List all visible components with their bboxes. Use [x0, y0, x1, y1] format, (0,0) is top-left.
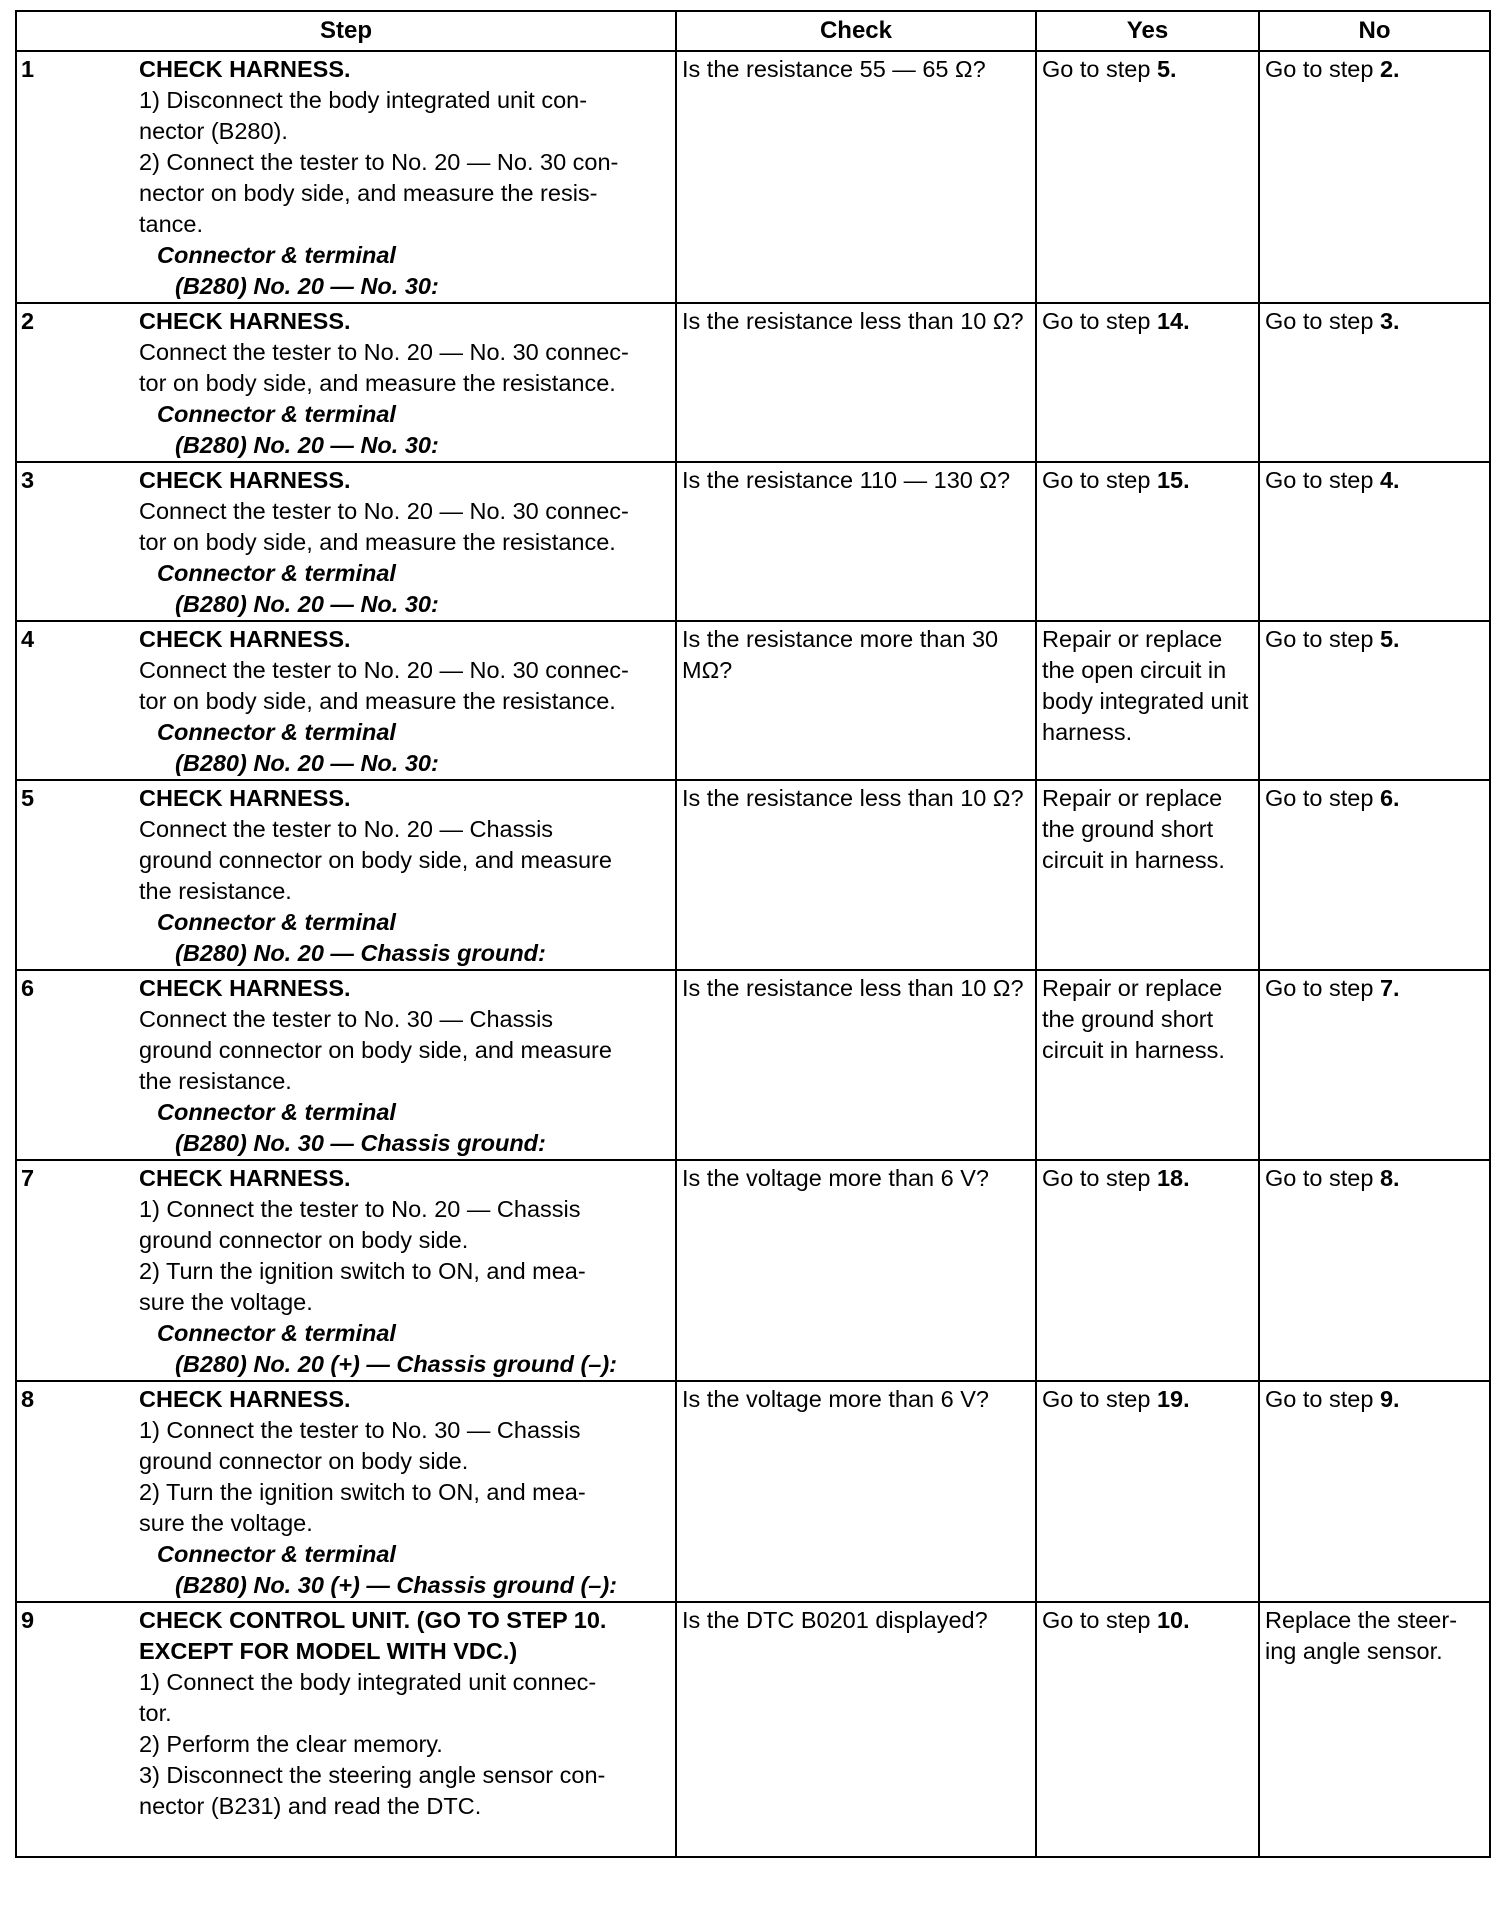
- yes-text: [1037, 304, 1258, 337]
- step-instruction-line: the resistance.: [139, 878, 292, 904]
- yes-cell: [1036, 1602, 1259, 1857]
- yes-action: Go to step: [1042, 467, 1157, 493]
- step-title: CHECK HARNESS.: [139, 975, 351, 1001]
- connector-terminal-value: (B280) No. 20 (+) — Chassis ground (–):: [175, 1351, 618, 1377]
- check-text: Is the resistance more than 30 MΩ?: [682, 626, 999, 683]
- check-text: Is the resistance less than 10 Ω?: [682, 975, 1024, 1001]
- step-instruction-line: 1) Connect the body integrated unit connec-: [139, 1669, 597, 1695]
- step-instruction-line: 1) Connect the tester to No. 30 — Chassis: [139, 1417, 581, 1443]
- no-cell: [1259, 1381, 1490, 1602]
- step-number: 7: [21, 1165, 35, 1191]
- step-title: CHECK HARNESS.: [139, 308, 351, 334]
- yes-action: Go to step: [1042, 1607, 1157, 1633]
- no-action: Go to step: [1265, 785, 1380, 811]
- step-instruction-line: tance.: [139, 211, 204, 237]
- connector-terminal-label: Connector & terminal: [157, 242, 396, 268]
- step-instruction-line: the resistance.: [139, 1068, 292, 1094]
- connector-terminal-value: (B280) No. 20 — No. 30:: [175, 432, 439, 458]
- step-title: CHECK HARNESS.: [139, 785, 351, 811]
- connector-terminal-value: (B280) No. 20 — Chassis ground:: [175, 940, 546, 966]
- check-text: Is the resistance less than 10 Ω?: [682, 308, 1024, 334]
- check-cell: [676, 621, 1036, 780]
- no-text: [1260, 52, 1489, 85]
- check-text: Is the DTC B0201 displayed?: [682, 1607, 988, 1633]
- step-cell-content: [17, 1603, 675, 1822]
- no-step-ref: 2.: [1379, 56, 1400, 82]
- step-instruction-line: 1) Connect the tester to No. 20 — Chassis: [139, 1196, 581, 1222]
- check-cell: [676, 1381, 1036, 1602]
- yes-step-ref: 15.: [1156, 467, 1190, 493]
- no-step-ref: 9.: [1379, 1386, 1400, 1412]
- step-cell-content: [17, 622, 675, 779]
- step-instruction-line: sure the voltage.: [139, 1289, 313, 1315]
- check-cell: [676, 1602, 1036, 1857]
- no-action: Go to step: [1265, 56, 1380, 82]
- no-cell: [1259, 303, 1490, 462]
- check-cell: [676, 462, 1036, 621]
- connector-terminal-label: Connector & terminal: [157, 1320, 396, 1346]
- check-cell: [676, 51, 1036, 303]
- step-instruction-line: nector (B280).: [139, 118, 288, 144]
- step-number: 2: [21, 308, 35, 334]
- no-action: Go to step: [1265, 1386, 1380, 1412]
- yes-text: [1037, 781, 1258, 876]
- step-cell: [16, 51, 676, 303]
- step-body: [139, 971, 675, 1159]
- yes-action: Go to step: [1042, 308, 1157, 334]
- connector-terminal-value: (B280) No. 20 — No. 30:: [175, 273, 439, 299]
- diagnostic-table: [15, 10, 1491, 1858]
- step-title: CHECK HARNESS.: [139, 467, 351, 493]
- no-cell: [1259, 970, 1490, 1160]
- step-body: [139, 1161, 675, 1380]
- step-instruction-line: 2) Turn the ignition switch to ON, and mea-: [139, 1258, 586, 1284]
- step-cell-content: [17, 304, 675, 461]
- no-cell: [1259, 1602, 1490, 1857]
- yes-step-ref: 5.: [1156, 56, 1177, 82]
- yes-cell: [1036, 303, 1259, 462]
- step-cell-content: [17, 1161, 675, 1380]
- step-instruction-line: Connect the tester to No. 30 — Chassis: [139, 1006, 554, 1032]
- no-action: Go to step: [1265, 308, 1380, 334]
- step-body: [139, 622, 675, 779]
- step-cell: [16, 970, 676, 1160]
- no-text: [1260, 971, 1489, 1004]
- table-row: [16, 1602, 1490, 1857]
- yes-action: Repair or replace the open circuit in body integrated unit harness.: [1042, 626, 1249, 745]
- table-row: [16, 1381, 1490, 1602]
- no-step-ref: 7.: [1379, 975, 1400, 1001]
- step-instruction-line: ground connector on body side, and measure: [139, 847, 612, 873]
- connector-terminal-label: Connector & terminal: [157, 1541, 396, 1567]
- yes-text: [1037, 622, 1258, 748]
- no-action: Go to step: [1265, 467, 1380, 493]
- connector-terminal-label: Connector & terminal: [157, 560, 396, 586]
- step-cell: [16, 1602, 676, 1857]
- no-text: [1260, 781, 1489, 814]
- step-title: CHECK CONTROL UNIT. (GO TO STEP 10. EXCEPT FOR MODEL WITH VDC.): [139, 1607, 607, 1664]
- no-cell: [1259, 462, 1490, 621]
- yes-step-ref: 10.: [1156, 1607, 1190, 1633]
- yes-text: [1037, 1382, 1258, 1415]
- connector-terminal-value: (B280) No. 30 (+) — Chassis ground (–):: [175, 1572, 618, 1598]
- step-cell: [16, 780, 676, 970]
- step-title: CHECK HARNESS.: [139, 626, 351, 652]
- step-instruction-line: Connect the tester to No. 20 — No. 30 connec-: [139, 339, 629, 365]
- yes-action: Go to step: [1042, 56, 1157, 82]
- step-cell: [16, 1381, 676, 1602]
- yes-step-ref: 18.: [1156, 1165, 1190, 1191]
- step-instruction-line: Connect the tester to No. 20 — No. 30 connec-: [139, 498, 629, 524]
- no-step-ref: 6.: [1379, 785, 1400, 811]
- step-instruction-line: tor on body side, and measure the resistance.: [139, 370, 616, 396]
- header-no: No: [1259, 11, 1490, 51]
- yes-cell: [1036, 970, 1259, 1160]
- no-cell: [1259, 51, 1490, 303]
- no-text: [1260, 1382, 1489, 1415]
- step-instruction-line: 3) Disconnect the steering angle sensor con-: [139, 1762, 606, 1788]
- yes-action: Repair or replace the ground short circuit in harness.: [1042, 975, 1225, 1063]
- no-text: [1260, 1603, 1489, 1667]
- step-instruction-line: tor on body side, and measure the resistance.: [139, 529, 616, 555]
- step-number: 9: [21, 1607, 35, 1633]
- yes-text: [1037, 463, 1258, 496]
- yes-action: Go to step: [1042, 1386, 1157, 1412]
- connector-terminal-value: (B280) No. 20 — No. 30:: [175, 591, 439, 617]
- table-row: [16, 621, 1490, 780]
- step-number: 5: [21, 785, 35, 811]
- step-cell-content: [17, 971, 675, 1159]
- step-instruction-line: sure the voltage.: [139, 1510, 313, 1536]
- check-cell: [676, 780, 1036, 970]
- no-action: Go to step: [1265, 975, 1380, 1001]
- yes-cell: [1036, 51, 1259, 303]
- step-instruction-line: ground connector on body side.: [139, 1448, 469, 1474]
- connector-terminal-label: Connector & terminal: [157, 401, 396, 427]
- no-step-ref: 5.: [1379, 626, 1400, 652]
- no-step-ref: 4.: [1379, 467, 1400, 493]
- no-action: Go to step: [1265, 626, 1380, 652]
- header-yes: Yes: [1036, 11, 1259, 51]
- step-instruction-line: 2) Connect the tester to No. 20 — No. 30 con-: [139, 149, 619, 175]
- yes-cell: [1036, 1160, 1259, 1381]
- no-text: [1260, 1161, 1489, 1194]
- step-cell: [16, 621, 676, 780]
- step-instruction-line: 2) Perform the clear memory.: [139, 1731, 443, 1757]
- step-number: 3: [21, 467, 35, 493]
- table-row: [16, 970, 1490, 1160]
- no-cell: [1259, 780, 1490, 970]
- step-title: CHECK HARNESS.: [139, 1386, 351, 1412]
- step-title: CHECK HARNESS.: [139, 1165, 351, 1191]
- step-instruction-line: tor.: [139, 1700, 172, 1726]
- connector-terminal-label: Connector & terminal: [157, 719, 396, 745]
- step-instruction-line: ground connector on body side, and measure: [139, 1037, 612, 1063]
- no-action: Go to step: [1265, 1165, 1380, 1191]
- connector-terminal-label: Connector & terminal: [157, 1099, 396, 1125]
- check-cell: [676, 1160, 1036, 1381]
- step-instruction-line: nector (B231) and read the DTC.: [139, 1793, 482, 1819]
- table-row: [16, 780, 1490, 970]
- yes-step-ref: 14.: [1156, 308, 1190, 334]
- step-cell: [16, 1160, 676, 1381]
- step-title: CHECK HARNESS.: [139, 56, 351, 82]
- header-row: [16, 11, 1490, 51]
- step-body: [139, 304, 675, 461]
- check-text: Is the resistance 55 — 65 Ω?: [682, 56, 986, 82]
- step-body: [139, 52, 675, 302]
- yes-text: [1037, 52, 1258, 85]
- yes-cell: [1036, 780, 1259, 970]
- header-check: Check: [676, 11, 1036, 51]
- table-row: [16, 51, 1490, 303]
- step-body: [139, 781, 675, 969]
- step-cell-content: [17, 52, 675, 302]
- step-cell-content: [17, 781, 675, 969]
- check-text: Is the resistance 110 — 130 Ω?: [682, 467, 1011, 493]
- yes-cell: [1036, 462, 1259, 621]
- step-cell-content: [17, 1382, 675, 1601]
- yes-cell: [1036, 1381, 1259, 1602]
- no-text: [1260, 304, 1489, 337]
- yes-action: Go to step: [1042, 1165, 1157, 1191]
- step-number: 1: [21, 56, 35, 82]
- step-number: 8: [21, 1386, 35, 1412]
- step-instruction-line: ground connector on body side.: [139, 1227, 469, 1253]
- check-text: Is the voltage more than 6 V?: [682, 1386, 989, 1412]
- no-action: Replace the steer-ing angle sensor.: [1265, 1607, 1458, 1664]
- no-cell: [1259, 621, 1490, 780]
- check-text: Is the voltage more than 6 V?: [682, 1165, 989, 1191]
- step-body: [139, 1603, 675, 1822]
- yes-text: [1037, 971, 1258, 1066]
- yes-text: [1037, 1161, 1258, 1194]
- header-step: Step: [16, 11, 676, 51]
- step-instruction-line: Connect the tester to No. 20 — No. 30 connec-: [139, 657, 629, 683]
- step-instruction-line: 2) Turn the ignition switch to ON, and mea-: [139, 1479, 586, 1505]
- connector-terminal-value: (B280) No. 30 — Chassis ground:: [175, 1130, 546, 1156]
- step-instruction-line: tor on body side, and measure the resistance.: [139, 688, 616, 714]
- yes-text: [1037, 1603, 1258, 1636]
- diagnostic-table-container: [15, 10, 1491, 1858]
- connector-terminal-value: (B280) No. 20 — No. 30:: [175, 750, 439, 776]
- step-cell: [16, 462, 676, 621]
- connector-terminal-label: Connector & terminal: [157, 909, 396, 935]
- step-number: 6: [21, 975, 35, 1001]
- no-step-ref: 8.: [1379, 1165, 1400, 1191]
- yes-step-ref: 19.: [1156, 1386, 1190, 1412]
- step-number: 4: [21, 626, 35, 652]
- step-body: [139, 1382, 675, 1601]
- table-row: [16, 462, 1490, 621]
- table-row: [16, 303, 1490, 462]
- step-instruction-line: nector on body side, and measure the resis-: [139, 180, 598, 206]
- step-instruction-line: Connect the tester to No. 20 — Chassis: [139, 816, 554, 842]
- check-cell: [676, 970, 1036, 1160]
- no-cell: [1259, 1160, 1490, 1381]
- step-body: [139, 463, 675, 620]
- step-instruction-line: 1) Disconnect the body integrated unit con-: [139, 87, 588, 113]
- check-text: Is the resistance less than 10 Ω?: [682, 785, 1024, 811]
- step-cell-content: [17, 463, 675, 620]
- yes-action: Repair or replace the ground short circuit in harness.: [1042, 785, 1225, 873]
- step-cell: [16, 303, 676, 462]
- no-text: [1260, 622, 1489, 655]
- no-text: [1260, 463, 1489, 496]
- yes-cell: [1036, 621, 1259, 780]
- no-step-ref: 3.: [1379, 308, 1400, 334]
- check-cell: [676, 303, 1036, 462]
- table-row: [16, 1160, 1490, 1381]
